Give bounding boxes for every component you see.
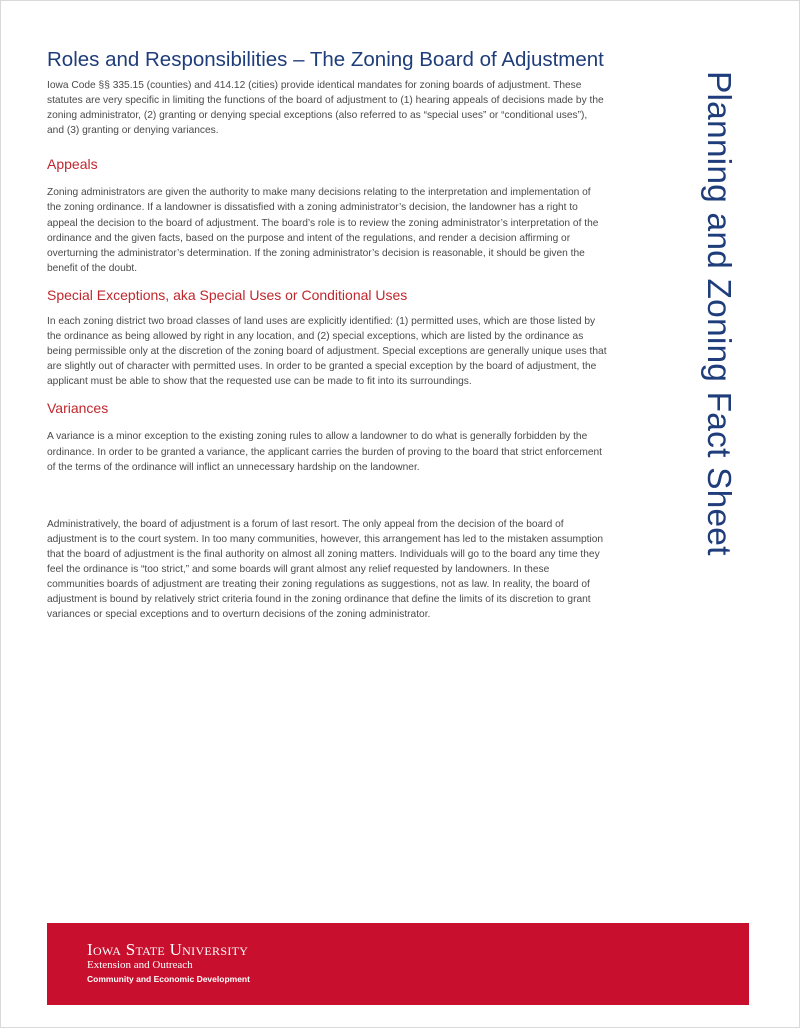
main-content: [47, 47, 607, 622]
section-special-exceptions: [47, 286, 607, 389]
logo-university-name: Iowa State University: [87, 940, 249, 959]
page-title: Roles and Responsibilities – The Zoning Board of Adjustment: [47, 48, 604, 71]
intro-paragraph: Iowa Code §§ 335.15 (counties) and 414.12 (cities) provide identical mandates for zoning boards of adjustment. These statutes are very specific in limiting the functions of the board of adjustment to (1) hearing appeals of decisions made by the zoning administrator, (2) granting or denying special exceptions (also referred to as “special uses” or “conditional uses”), and (3) granting or denying variances.: [47, 80, 604, 137]
section-body-appeals: Zoning administrators are given the authority to make many decisions relating to the interpretation and implementation of the zoning ordinance. If a landowner is dissatisfied with a zoning administrator’s decision, the landowner has a right to appeal the decision to the board of adjustment. The board’s role is to review the zoning administrator’s interpretation of the ordinance and the given facts, based on the purpose and intent of the regulations, and render a decision affirming or overturning the administrator’s determination. If the zoning administrator’s decision is reasonable, it should be given the benefit of the doubt.: [47, 187, 599, 274]
section-body-variances: A variance is a minor exception to the existing zoning rules to allow a landowner to do what is generally forbidden by the ordinance. In order to be granted a variance, the applicant carries the burden of proving to the board that strict enforcement of the terms of the ordinance will inflict an unnecessary hardship on the landowner.: [47, 431, 602, 473]
section-variances: [47, 399, 607, 474]
logo-unit-name: Extension and Outreach: [87, 959, 193, 971]
section-appeals: [47, 155, 607, 276]
section-heading-special-exceptions: Special Exceptions, aka Special Uses or Conditional Uses: [47, 286, 408, 303]
section-heading-variances: Variances: [47, 400, 109, 417]
logo-program-name: Community and Economic Development: [87, 974, 250, 984]
footer-band: [47, 923, 749, 1005]
section-heading-appeals: Appeals: [47, 156, 98, 173]
closing-paragraph: Administratively, the board of adjustment is a forum of last resort. The only appeal from the decision of the board of adjustment is to the court system. In too many communities, however, this arrangement has led to the mistaken assumption that the board of adjustment is the final authority on almost all zoning matters. Individuals will go to the board any time they feel the ordinance is “too strict,” and some boards will grant almost any relief requested by landowners. In these communities boards of adjustment are treating their zoning regulations as suggestions, not as law. In reality, the board of adjustment is bound by relatively strict criteria found in the zoning ordinance that define the limits of its discretion to grant variances or special exceptions and to overturn decisions of the zoning administrator.: [47, 518, 604, 621]
side-title: Planning and Zoning Fact Sheet: [700, 71, 737, 556]
section-body-special-exceptions: In each zoning district two broad classes of land uses are explicitly identified: (1) permitted uses, which are those listed by the ordinance as being allowed by right in any location, and (2) special exceptions, which are listed by the ordinance as being permissible only at the discretion of the zoning board of adjustment. Special exceptions are generally unique uses that are slightly out of character with permitted uses. In order to be granted a special exception by the board of adjustment, the applicant must be able to show that the requested use can be made to fit into its surroundings.: [47, 315, 607, 388]
university-logo: [87, 940, 250, 986]
